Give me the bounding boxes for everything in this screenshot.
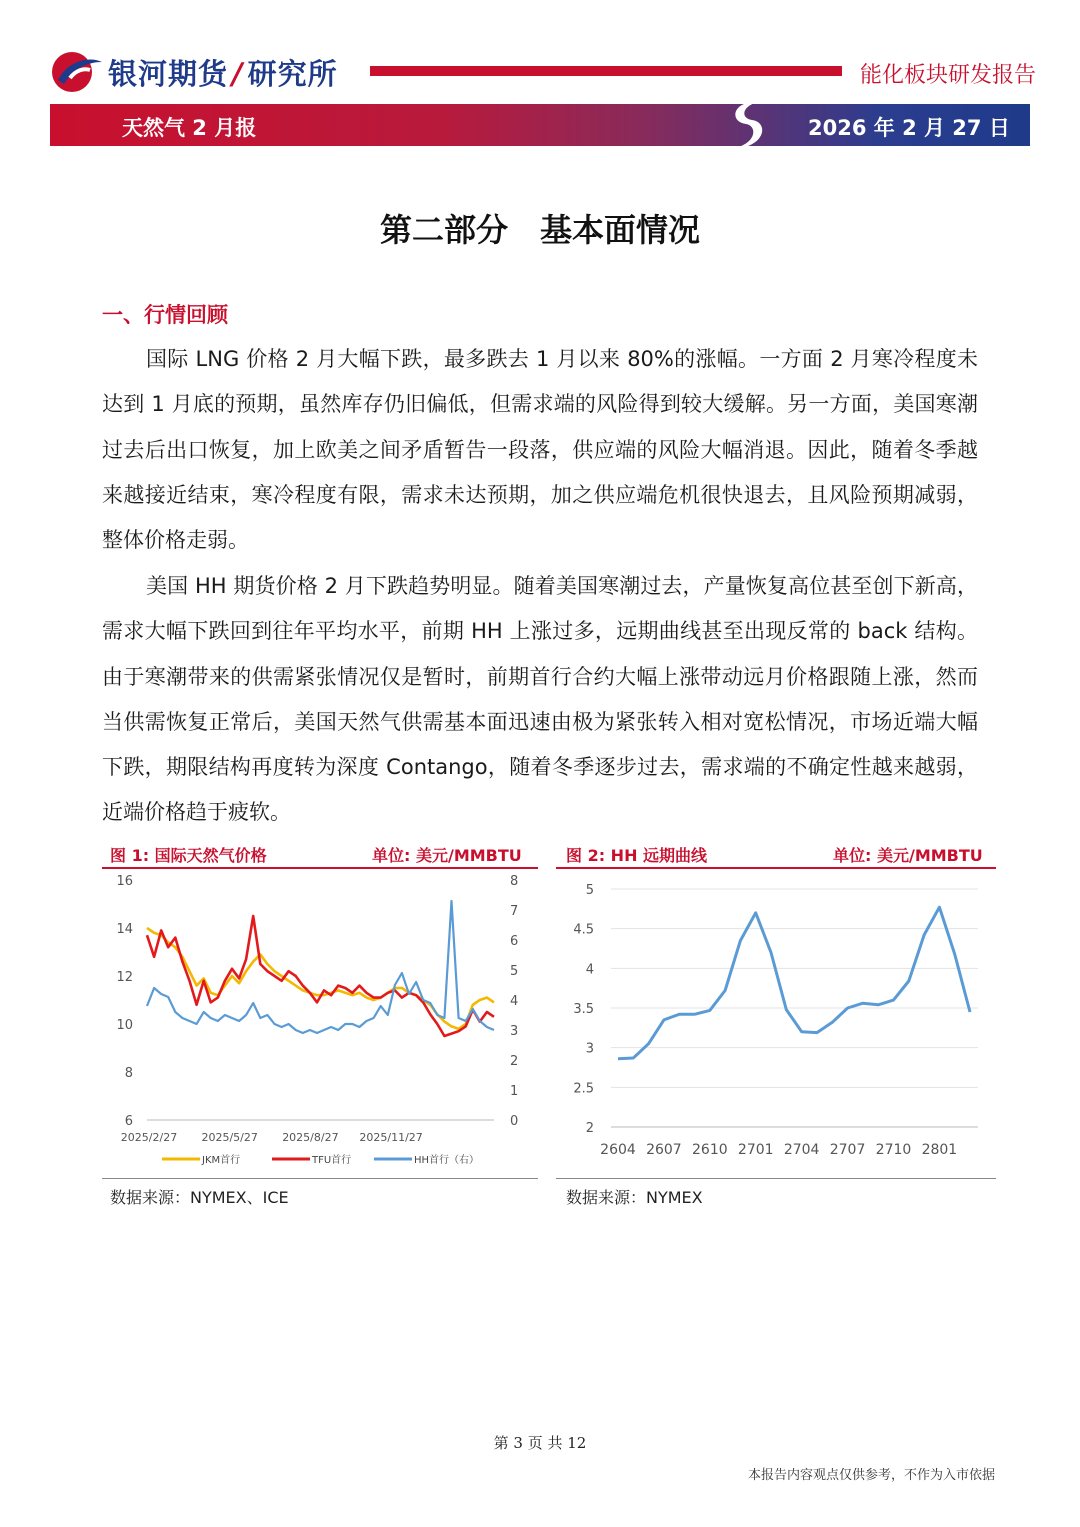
report-title: 天然气 2 月报 <box>122 116 257 140</box>
figure2-title: 图 2: HH 远期曲线 <box>566 846 708 865</box>
y-left-tick-label: 8 <box>124 1066 133 1081</box>
y-tick-label: 2 <box>585 1121 594 1136</box>
brand-name <box>108 52 338 93</box>
x-tick-label: 2025/2/27 <box>120 1131 178 1144</box>
legend-label: JKM首行 <box>202 1155 241 1166</box>
x-tick-label: 2801 <box>921 1142 958 1158</box>
page-number: 第 3 页 共 12 <box>493 1434 587 1452</box>
y-tick-label: 5 <box>585 883 594 898</box>
figure1-bottom-rule <box>102 1178 538 1179</box>
figure2-bottom-rule <box>556 1178 996 1179</box>
y-right-tick-label: 4 <box>510 994 519 1009</box>
y-left-tick-label: 10 <box>116 1018 133 1033</box>
figure2-unit: 单位: 美元/MMBTU <box>833 846 983 865</box>
banner-swoosh-icon <box>722 100 772 150</box>
brand-separator: / <box>232 57 244 91</box>
forward-curve-line <box>618 907 970 1059</box>
report-date: 2026 年 2 月 27 日 <box>808 116 1010 140</box>
x-tick-label: 2025/5/27 <box>201 1131 258 1144</box>
disclaimer: 本报告内容观点仅供参考，不作为入市依据 <box>748 1468 996 1483</box>
y-tick-label: 4 <box>585 962 594 978</box>
section-heading: 一、行情回顾 <box>102 303 228 327</box>
chart-hh-forward-curve <box>556 869 996 1175</box>
x-tick-label: 2610 <box>692 1142 728 1158</box>
part-title: 第二部分 基本面情况 <box>379 211 700 249</box>
y-right-tick-label: 2 <box>510 1054 519 1069</box>
y-tick-label: 2.5 <box>573 1081 594 1097</box>
y-right-tick-label: 1 <box>510 1084 519 1099</box>
x-tick-label: 2025/11/27 <box>359 1131 423 1144</box>
y-right-tick-label: 8 <box>510 874 519 889</box>
legend-label: TFU首行 <box>312 1155 352 1166</box>
y-right-tick-label: 0 <box>510 1114 519 1129</box>
y-tick-label: 4.5 <box>573 922 594 938</box>
y-right-tick-label: 6 <box>510 934 519 949</box>
x-tick-label: 2025/8/27 <box>282 1131 339 1144</box>
y-right-tick-label: 5 <box>510 964 519 979</box>
x-tick-label: 2701 <box>737 1142 774 1158</box>
header-red-rule <box>370 66 842 76</box>
figure1-unit: 单位: 美元/MMBTU <box>372 846 522 865</box>
x-tick-label: 2707 <box>829 1142 866 1158</box>
series-line-0 <box>147 928 494 1029</box>
x-tick-label: 2704 <box>783 1142 820 1158</box>
brand-main: 银河期货 <box>108 57 229 91</box>
x-tick-label: 2607 <box>646 1142 682 1158</box>
y-left-tick-label: 14 <box>116 922 133 937</box>
y-left-tick-label: 12 <box>116 970 133 985</box>
figure2-source: 数据来源：NYMEX <box>566 1188 703 1207</box>
x-tick-label: 2604 <box>600 1142 636 1158</box>
brand-sub: 研究所 <box>247 57 338 91</box>
series-line-2 <box>147 901 494 1033</box>
y-tick-label: 3 <box>585 1041 594 1057</box>
legend-label: HH首行（右） <box>414 1155 480 1166</box>
paragraph-2: 美国 HH 期货价格 2 月下跌趋势明显。随着美国寒潮过去，产量恢复高位甚至创下新高，需求大幅下跌回到往年平均水平，前期 HH 上涨过多，远期曲线甚至出现反常的 back 结构。由于寒潮带来的供需紧张情况仅是暂时，前期首行合约大幅上涨带动远月价格跟随上涨，然而当供需恢复正常后，美国天然气供需基本面迅速由极为紧张转入相对宽松情况，市场近端大幅下跌，期限结构再度转为深度 Contango，随着冬季逐步过去，需求端的不确定性越来越弱，近端价格趋于疲软。 <box>102 574 978 825</box>
galaxy-logo-icon <box>50 50 104 94</box>
y-left-tick-label: 16 <box>116 874 133 889</box>
paragraph-1: 国际 LNG 价格 2 月大幅下跌，最多跌去 1 月以来 80%的涨幅。一方面 2 月寒冷程度未达到 1 月底的预期，虽然库存仍旧偏低，但需求端的风险得到较大缓解。另一方面，美国寒潮过去后出口恢复，加上欧美之间矛盾暂告一段落，供应端的风险大幅消退。因此，随着冬季越来越接近结束，寒冷程度有限，需求未达预期，加之供应端危机很快退去，且风险预期减弱，整体价格走弱。 <box>102 347 978 553</box>
y-left-tick-label: 6 <box>124 1114 133 1129</box>
x-tick-label: 2710 <box>875 1142 912 1158</box>
y-right-tick-label: 7 <box>510 904 519 919</box>
figure1-title: 图 1: 国际天然气价格 <box>110 846 267 865</box>
figure1-source: 数据来源：NYMEX、ICE <box>110 1188 289 1207</box>
section-tag: 能化板块研发报告 <box>860 63 1037 88</box>
y-right-tick-label: 3 <box>510 1024 519 1039</box>
y-tick-label: 3.5 <box>573 1002 594 1017</box>
chart-international-gas-prices <box>102 869 538 1175</box>
